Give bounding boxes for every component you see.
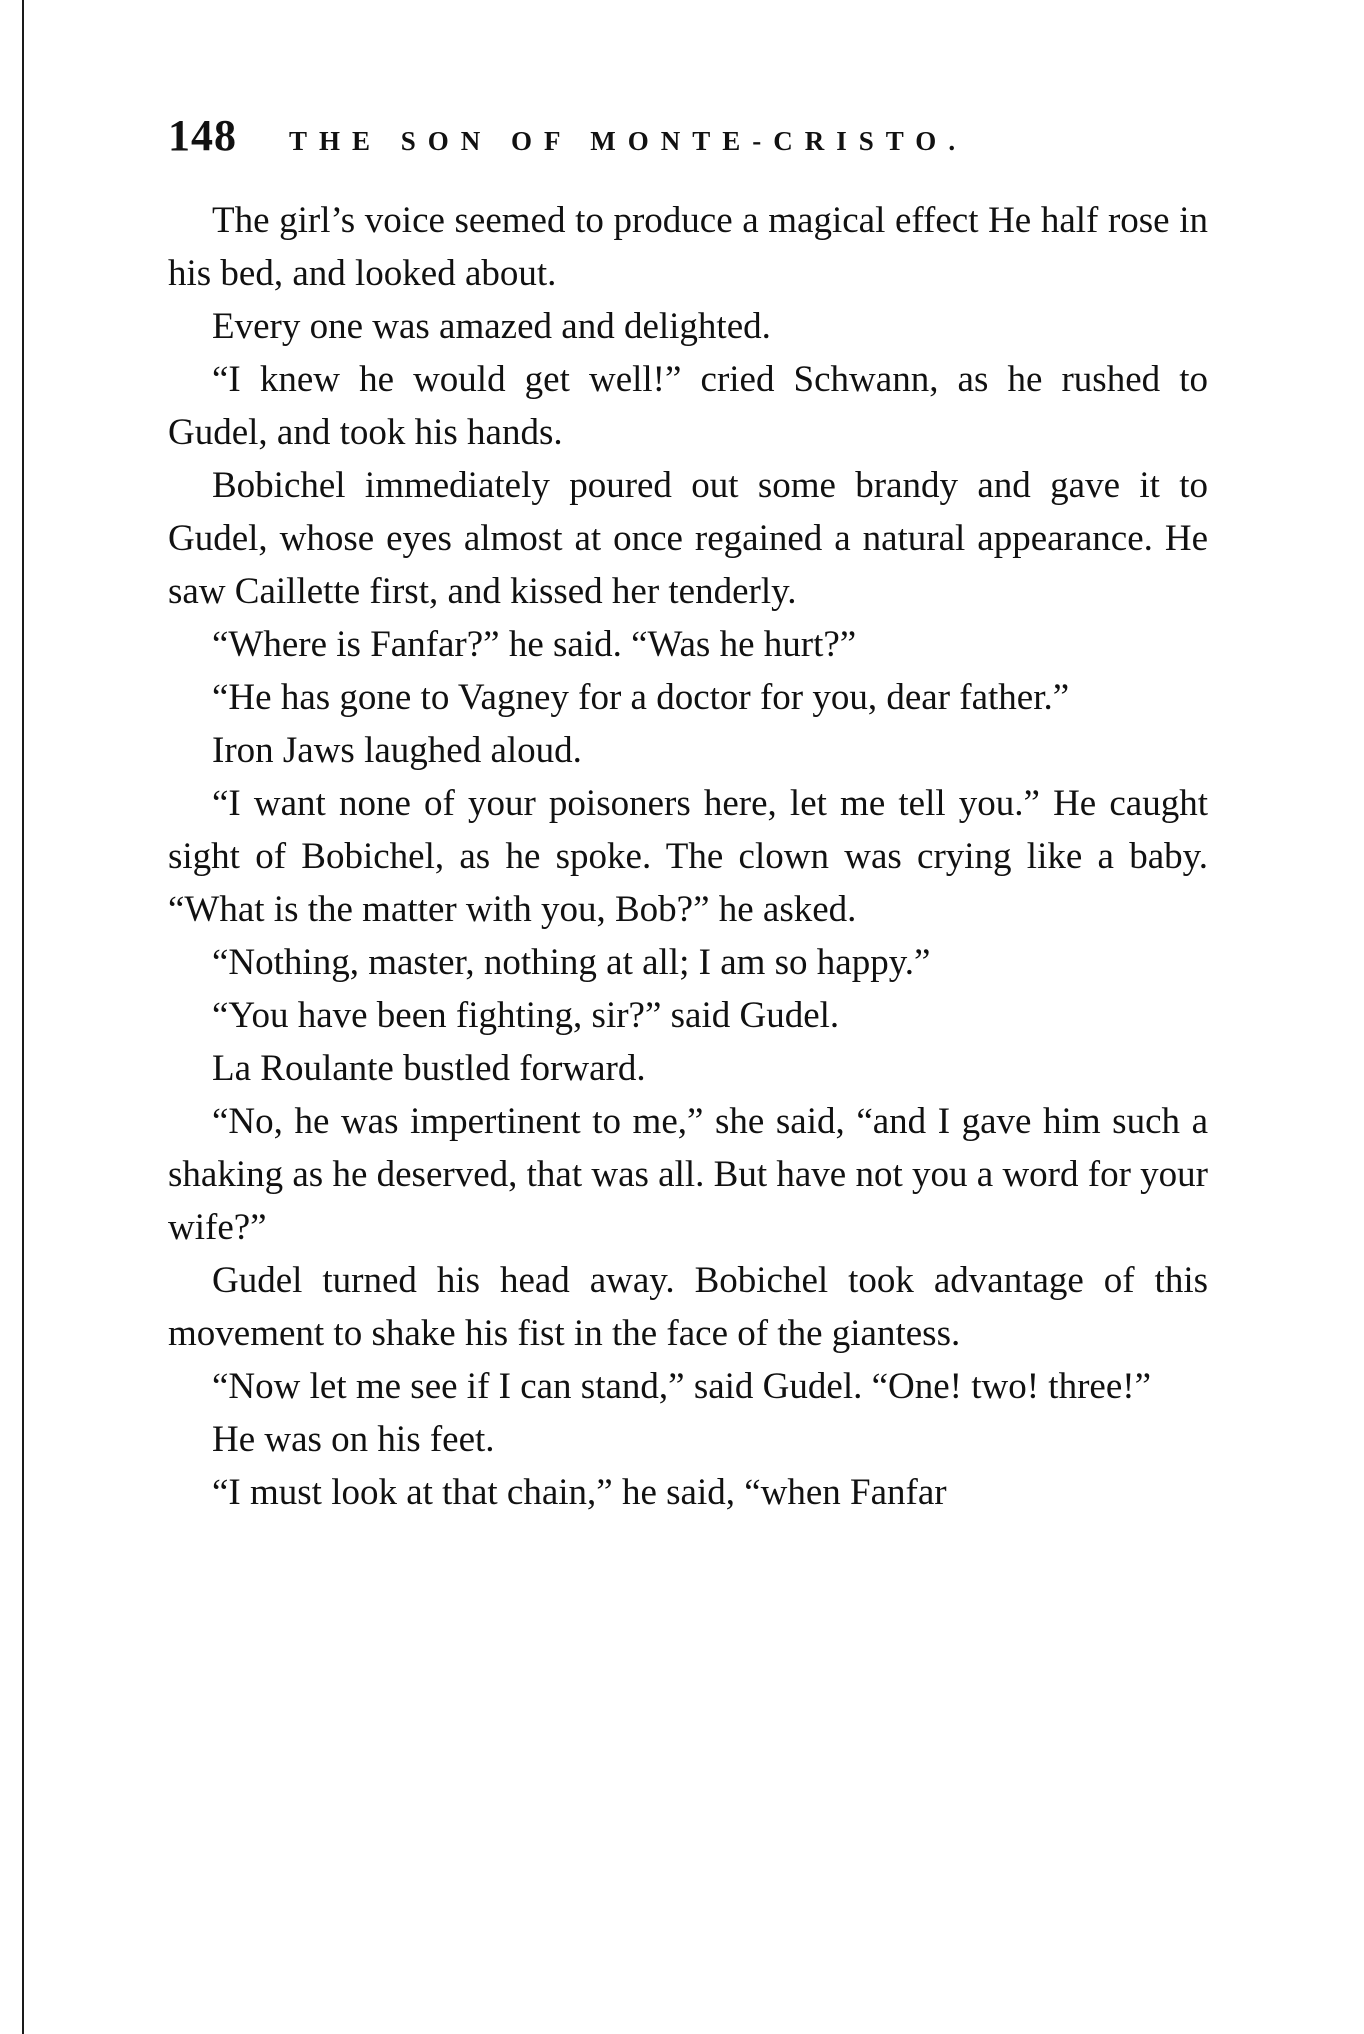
page-edge-line [22,0,24,2034]
paragraph-11: La Roulante bustled forward. [212,1048,646,1089]
paragraph-9: “Nothing, master, nothing at all; I am so happy.” [212,942,931,983]
paragraph-6: “He has gone to Vagney for a doctor for you, dear father.” [212,677,1070,718]
paragraph-3: “I knew he would get well!” cried Schwann, as he rushed to Gudel, and took his hands. [168,359,1208,453]
paragraph-5: “Where is Fanfar?” he said. “Was he hurt?” [212,624,857,665]
paragraph-16: “I must look at that chain,” he said, “when Fanfar [212,1472,947,1513]
paragraph-14: “Now let me see if I can stand,” said Gudel. “One! two! three!” [212,1366,1152,1407]
paragraph-4: Bobichel immediately poured out some brandy and gave it to Gudel, whose eyes almost at once regained a natural appearance. He saw Caillette first, and kissed her tenderly. [168,465,1208,612]
paragraph-13: Gudel turned his head away. Bobichel took advantage of this movement to shake his fist in the face of the giantess. [168,1260,1208,1354]
paragraph-7: Iron Jaws laughed aloud. [212,730,582,771]
book-title: THE SON OF MONTE-CRISTO. [289,126,968,156]
paragraph-2: Every one was amazed and delighted. [212,306,771,347]
paragraph-1: The girl’s voice seemed to produce a magical effect He half rose in his bed, and looked about. [168,200,1208,294]
paragraph-8: “I want none of your poisoners here, let me tell you.” He caught sight of Bobichel, as he spoke. The clown was crying like a baby. “What is the matter with you, Bob?” he asked. [168,783,1208,930]
paragraph-12: “No, he was impertinent to me,” she said, “and I gave him such a shaking as he deserved, that was all. But have not you a word for your wife?” [168,1101,1208,1248]
page-number: 148 [168,111,237,160]
book-page [168,110,1208,1519]
running-head [168,110,1208,166]
paragraph-15: He was on his feet. [212,1419,495,1460]
paragraph-10: “You have been fighting, sir?” said Gudel. [212,995,840,1036]
body-text [168,194,1208,1519]
